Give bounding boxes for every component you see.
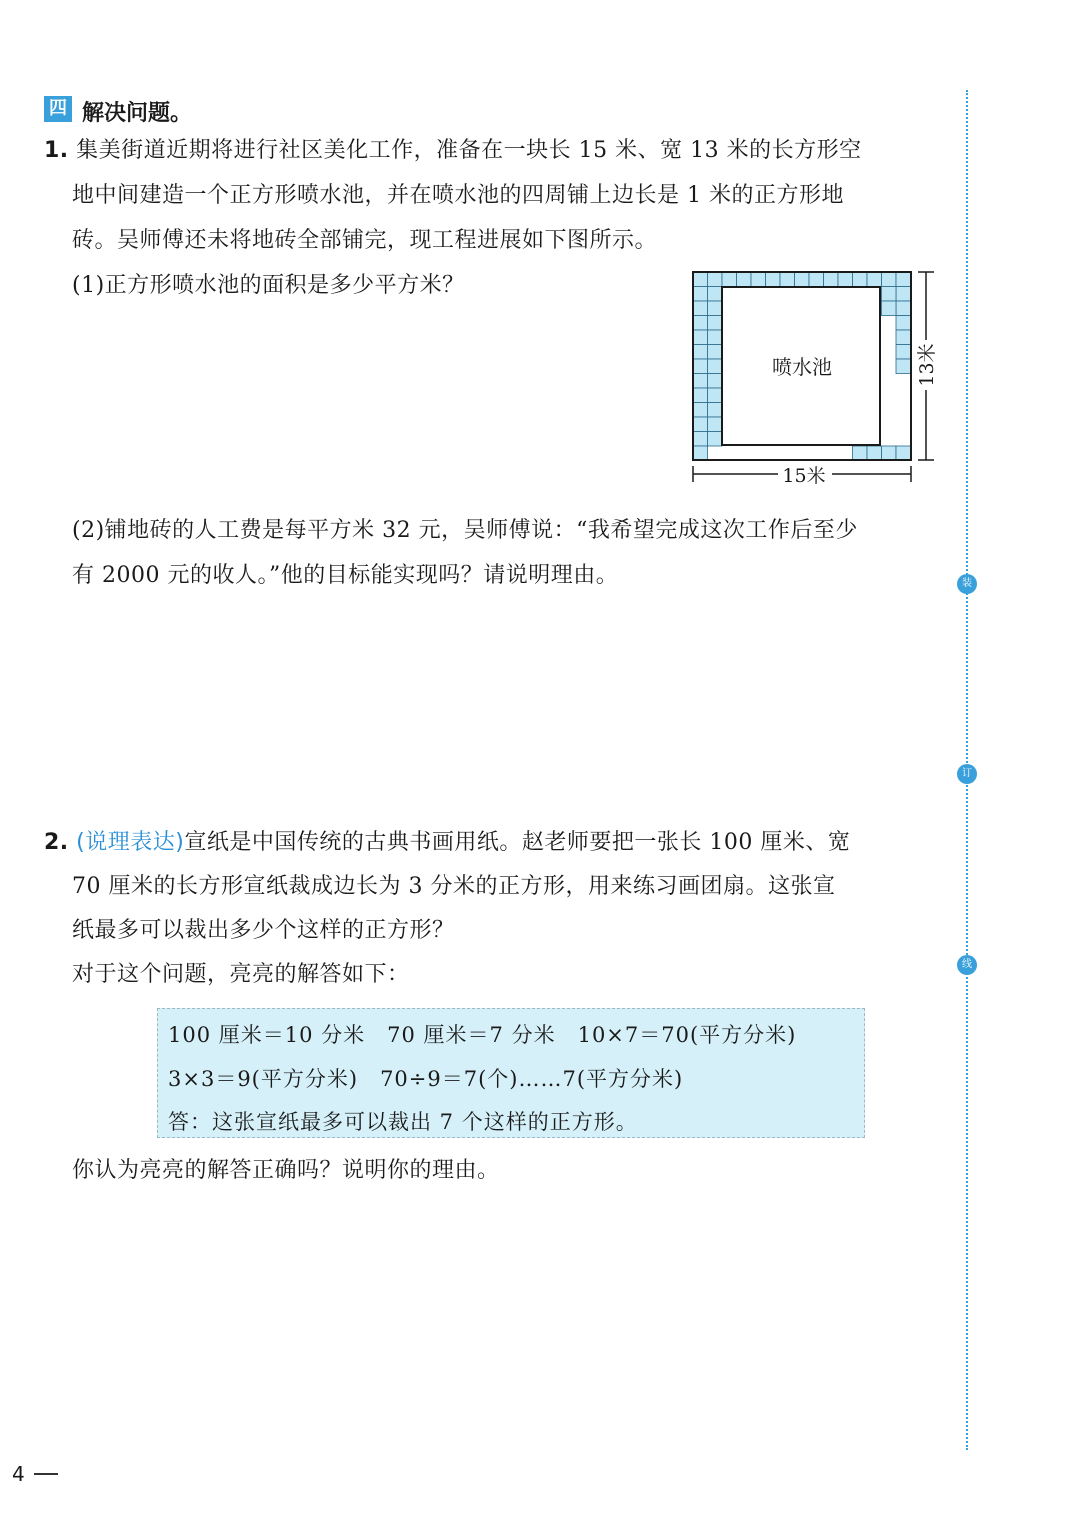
- q1-sub2-line-2: 有 2000 元的收人。”他的目标能实现吗？请说明理由。: [72, 563, 619, 588]
- floor-tile: [708, 417, 723, 432]
- floor-tile: [809, 272, 824, 287]
- q1-line-1: [44, 140, 862, 162]
- floor-tile: [693, 345, 708, 360]
- floor-tile: [882, 287, 897, 302]
- floor-tile: [766, 272, 781, 287]
- floor-tile: [882, 272, 897, 287]
- floor-tile: [708, 345, 723, 360]
- q1-sub2-line-1: (2)铺地砖的人工费是每平方米 32 元，吴师傅说：“我希望完成这次工作后至少: [72, 518, 858, 543]
- pool-diagram: [680, 262, 950, 492]
- floor-tile: [708, 301, 723, 316]
- floor-tile: [693, 301, 708, 316]
- q2-text-1: 宣纸是中国传统的古典书画用纸。赵老师要把一张长 100 厘米、宽: [184, 830, 851, 855]
- floor-tile: [693, 388, 708, 403]
- floor-tile: [708, 374, 723, 389]
- floor-tile: [896, 446, 911, 461]
- floor-tile: [708, 330, 723, 345]
- q1-line-3: 砖。吴师傅还未将地砖全部铺完，现工程进展如下图所示。: [72, 228, 658, 253]
- floor-tile: [896, 316, 911, 331]
- floor-tile: [693, 374, 708, 389]
- floor-tile: [708, 287, 723, 302]
- floor-tile: [867, 272, 882, 287]
- q1-line-2: 地中间建造一个正方形喷水池，并在喷水池的四周铺上边长是 1 米的正方形地: [72, 183, 844, 208]
- floor-tile: [867, 446, 882, 461]
- q1-number: 1.: [44, 138, 69, 163]
- floor-tile: [693, 359, 708, 374]
- floor-tile: [693, 330, 708, 345]
- q2-number: 2.: [44, 830, 69, 855]
- q2-intro: 对于这个问题，亮亮的解答如下：: [72, 962, 410, 987]
- solution-answer: 答：这张宣纸最多可以裁出 7 个这样的正方形。: [168, 1110, 638, 1134]
- floor-tile: [708, 316, 723, 331]
- floor-tile: [693, 287, 708, 302]
- solution-line-2: 3×3＝9(平方分米) 70÷9＝7(个)……7(平方分米): [168, 1067, 684, 1091]
- floor-tile: [824, 272, 839, 287]
- section-badge: 四: [44, 96, 72, 122]
- margin-mark-2: 订: [957, 764, 977, 784]
- floor-tile: [708, 359, 723, 374]
- q2-question: 你认为亮亮的解答正确吗？说明你的理由。: [72, 1158, 500, 1183]
- q2-tag: (说理表达): [76, 830, 185, 855]
- floor-tile: [693, 432, 708, 447]
- floor-tile: [737, 272, 752, 287]
- margin-mark-1: 装: [957, 574, 977, 594]
- page-number-dash: [34, 1473, 58, 1475]
- q1-sub1: (1)正方形喷水池的面积是多少平方米？: [72, 273, 465, 298]
- floor-tile: [896, 345, 911, 360]
- floor-tile: [722, 272, 737, 287]
- solution-line-1: 100 厘米＝10 分米 70 厘米＝7 分米 10×7＝70(平方分米): [168, 1023, 797, 1047]
- floor-tile: [751, 272, 766, 287]
- floor-tile: [693, 417, 708, 432]
- floor-tile: [693, 446, 708, 461]
- pool-label: 喷水池: [772, 355, 832, 379]
- section-title: 解决问题。: [82, 101, 193, 126]
- floor-tile: [795, 272, 810, 287]
- floor-tile: [896, 330, 911, 345]
- floor-tile: [853, 272, 868, 287]
- floor-tile: [838, 272, 853, 287]
- floor-tile: [693, 403, 708, 418]
- margin-mark-3: 线: [957, 955, 977, 975]
- floor-tile: [708, 432, 723, 447]
- solution-box: [157, 1008, 865, 1138]
- floor-tile: [896, 359, 911, 374]
- q2-line-2: 70 厘米的长方形宣纸裁成边长为 3 分米的正方形，用来练习画团扇。这张宣: [72, 874, 836, 899]
- floor-tile: [882, 446, 897, 461]
- floor-tile: [896, 287, 911, 302]
- q1-text-1: 集美街道近期将进行社区美化工作，准备在一块长 15 米、宽 13 米的长方形空: [76, 138, 862, 163]
- floor-tile: [708, 272, 723, 287]
- floor-tile: [882, 301, 897, 316]
- page-number: 4: [12, 1462, 25, 1486]
- floor-tile: [780, 272, 795, 287]
- q2-line-3: 纸最多可以裁出多少个这样的正方形？: [72, 918, 455, 943]
- floor-tile: [896, 272, 911, 287]
- floor-tile: [896, 301, 911, 316]
- floor-tile: [853, 446, 868, 461]
- width-label: 15米: [782, 465, 826, 487]
- height-label: 13米: [916, 343, 938, 387]
- floor-tile: [693, 316, 708, 331]
- floor-tile: [693, 272, 708, 287]
- floor-tile: [708, 403, 723, 418]
- floor-tile: [708, 388, 723, 403]
- q2-line-1: [44, 832, 850, 854]
